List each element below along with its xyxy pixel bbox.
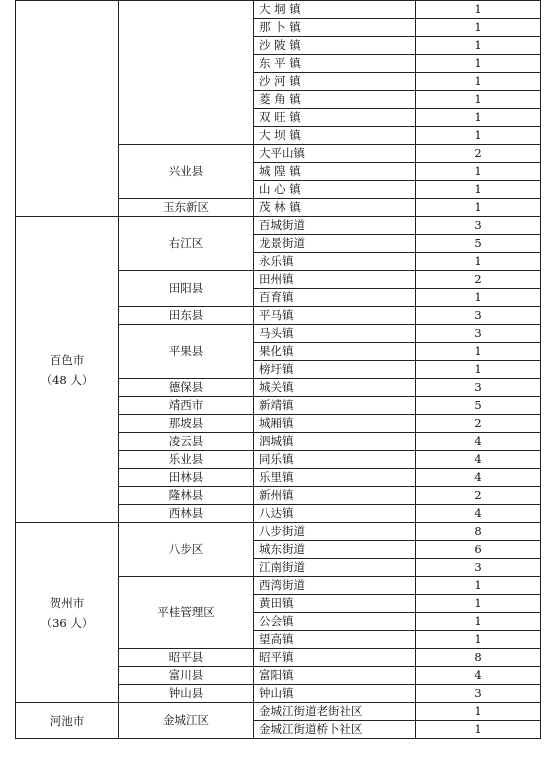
county-cell: 乐业县 bbox=[119, 451, 254, 469]
town-cell: 茂 林 镇 bbox=[254, 199, 416, 217]
count-cell: 4 bbox=[416, 469, 541, 487]
count-cell: 1 bbox=[416, 199, 541, 217]
town-cell: 金城江街道桥卜社区 bbox=[254, 721, 416, 739]
town-cell: 城东街道 bbox=[254, 541, 416, 559]
count-cell: 8 bbox=[416, 523, 541, 541]
town-cell: 昭平镇 bbox=[254, 649, 416, 667]
city-cell bbox=[16, 523, 119, 703]
count-cell: 1 bbox=[416, 127, 541, 145]
county-cell: 平果县 bbox=[119, 325, 254, 379]
count-cell: 1 bbox=[416, 37, 541, 55]
town-cell: 钟山镇 bbox=[254, 685, 416, 703]
town-cell: 马头镇 bbox=[254, 325, 416, 343]
town-cell: 大 坝 镇 bbox=[254, 127, 416, 145]
town-cell: 黄田镇 bbox=[254, 595, 416, 613]
count-cell: 6 bbox=[416, 541, 541, 559]
town-cell: 城关镇 bbox=[254, 379, 416, 397]
table-row bbox=[16, 703, 541, 721]
town-cell: 大平山镇 bbox=[254, 145, 416, 163]
count-cell: 1 bbox=[416, 1, 541, 19]
count-cell: 2 bbox=[416, 271, 541, 289]
count-cell: 3 bbox=[416, 325, 541, 343]
county-cell: 右江区 bbox=[119, 217, 254, 271]
town-cell: 榜圩镇 bbox=[254, 361, 416, 379]
count-cell: 5 bbox=[416, 397, 541, 415]
count-cell: 2 bbox=[416, 415, 541, 433]
document-page bbox=[15, 0, 540, 781]
town-cell: 望高镇 bbox=[254, 631, 416, 649]
city-quota: （48 人） bbox=[40, 372, 94, 387]
town-cell: 泗城镇 bbox=[254, 433, 416, 451]
count-cell: 1 bbox=[416, 703, 541, 721]
town-cell: 同乐镇 bbox=[254, 451, 416, 469]
county-cell: 富川县 bbox=[119, 667, 254, 685]
town-cell: 金城江街道老街社区 bbox=[254, 703, 416, 721]
count-cell: 1 bbox=[416, 109, 541, 127]
count-cell: 3 bbox=[416, 559, 541, 577]
city-name: 贺州市 bbox=[49, 595, 85, 610]
count-cell: 1 bbox=[416, 361, 541, 379]
count-cell: 3 bbox=[416, 307, 541, 325]
city-quota: （36 人） bbox=[40, 615, 94, 630]
county-cell: 那坡县 bbox=[119, 415, 254, 433]
count-cell: 1 bbox=[416, 55, 541, 73]
city-name: 百色市 bbox=[49, 352, 85, 367]
quota-table bbox=[15, 0, 541, 739]
town-cell: 八达镇 bbox=[254, 505, 416, 523]
city-cell bbox=[16, 217, 119, 523]
town-cell: 富阳镇 bbox=[254, 667, 416, 685]
count-cell: 1 bbox=[416, 613, 541, 631]
town-cell: 山 心 镇 bbox=[254, 181, 416, 199]
town-cell: 城 隍 镇 bbox=[254, 163, 416, 181]
count-cell: 1 bbox=[416, 91, 541, 109]
town-cell: 那 卜 镇 bbox=[254, 19, 416, 37]
city-name: 河池市 bbox=[49, 713, 85, 728]
county-cell bbox=[119, 1, 254, 145]
county-cell: 田林县 bbox=[119, 469, 254, 487]
county-cell: 西林县 bbox=[119, 505, 254, 523]
count-cell: 1 bbox=[416, 19, 541, 37]
count-cell: 1 bbox=[416, 289, 541, 307]
town-cell: 八步街道 bbox=[254, 523, 416, 541]
town-cell: 双 旺 镇 bbox=[254, 109, 416, 127]
count-cell: 1 bbox=[416, 343, 541, 361]
count-cell: 4 bbox=[416, 433, 541, 451]
count-cell: 1 bbox=[416, 577, 541, 595]
table-row bbox=[16, 523, 541, 541]
town-cell: 新靖镇 bbox=[254, 397, 416, 415]
town-cell: 百育镇 bbox=[254, 289, 416, 307]
town-cell: 沙 河 镇 bbox=[254, 73, 416, 91]
county-cell: 钟山县 bbox=[119, 685, 254, 703]
county-cell: 靖西市 bbox=[119, 397, 254, 415]
county-cell: 玉东新区 bbox=[119, 199, 254, 217]
town-cell: 新州镇 bbox=[254, 487, 416, 505]
count-cell: 2 bbox=[416, 145, 541, 163]
county-cell: 凌云县 bbox=[119, 433, 254, 451]
town-cell: 菱 角 镇 bbox=[254, 91, 416, 109]
count-cell: 2 bbox=[416, 487, 541, 505]
county-cell: 八步区 bbox=[119, 523, 254, 577]
town-cell: 百城街道 bbox=[254, 217, 416, 235]
count-cell: 4 bbox=[416, 451, 541, 469]
county-cell: 昭平县 bbox=[119, 649, 254, 667]
town-cell: 江南街道 bbox=[254, 559, 416, 577]
town-cell: 西湾街道 bbox=[254, 577, 416, 595]
count-cell: 4 bbox=[416, 667, 541, 685]
town-cell: 果化镇 bbox=[254, 343, 416, 361]
count-cell: 3 bbox=[416, 685, 541, 703]
count-cell: 1 bbox=[416, 595, 541, 613]
count-cell: 3 bbox=[416, 217, 541, 235]
count-cell: 1 bbox=[416, 163, 541, 181]
town-cell: 沙 陂 镇 bbox=[254, 37, 416, 55]
quota-table-body bbox=[16, 1, 541, 739]
city-cell bbox=[16, 703, 119, 739]
county-cell: 兴业县 bbox=[119, 145, 254, 199]
town-cell: 大 垌 镇 bbox=[254, 1, 416, 19]
table-row bbox=[16, 217, 541, 235]
town-cell: 平马镇 bbox=[254, 307, 416, 325]
count-cell: 4 bbox=[416, 505, 541, 523]
county-cell: 平桂管理区 bbox=[119, 577, 254, 649]
town-cell: 乐里镇 bbox=[254, 469, 416, 487]
county-cell: 田阳县 bbox=[119, 271, 254, 307]
count-cell: 1 bbox=[416, 181, 541, 199]
city-cell bbox=[16, 1, 119, 217]
count-cell: 1 bbox=[416, 73, 541, 91]
town-cell: 城厢镇 bbox=[254, 415, 416, 433]
county-cell: 金城江区 bbox=[119, 703, 254, 739]
county-cell: 隆林县 bbox=[119, 487, 254, 505]
count-cell: 1 bbox=[416, 253, 541, 271]
table-row bbox=[16, 1, 541, 19]
count-cell: 1 bbox=[416, 721, 541, 739]
town-cell: 永乐镇 bbox=[254, 253, 416, 271]
count-cell: 5 bbox=[416, 235, 541, 253]
town-cell: 公会镇 bbox=[254, 613, 416, 631]
town-cell: 东 平 镇 bbox=[254, 55, 416, 73]
town-cell: 田州镇 bbox=[254, 271, 416, 289]
town-cell: 龙景街道 bbox=[254, 235, 416, 253]
county-cell: 德保县 bbox=[119, 379, 254, 397]
count-cell: 1 bbox=[416, 631, 541, 649]
count-cell: 8 bbox=[416, 649, 541, 667]
count-cell: 3 bbox=[416, 379, 541, 397]
county-cell: 田东县 bbox=[119, 307, 254, 325]
